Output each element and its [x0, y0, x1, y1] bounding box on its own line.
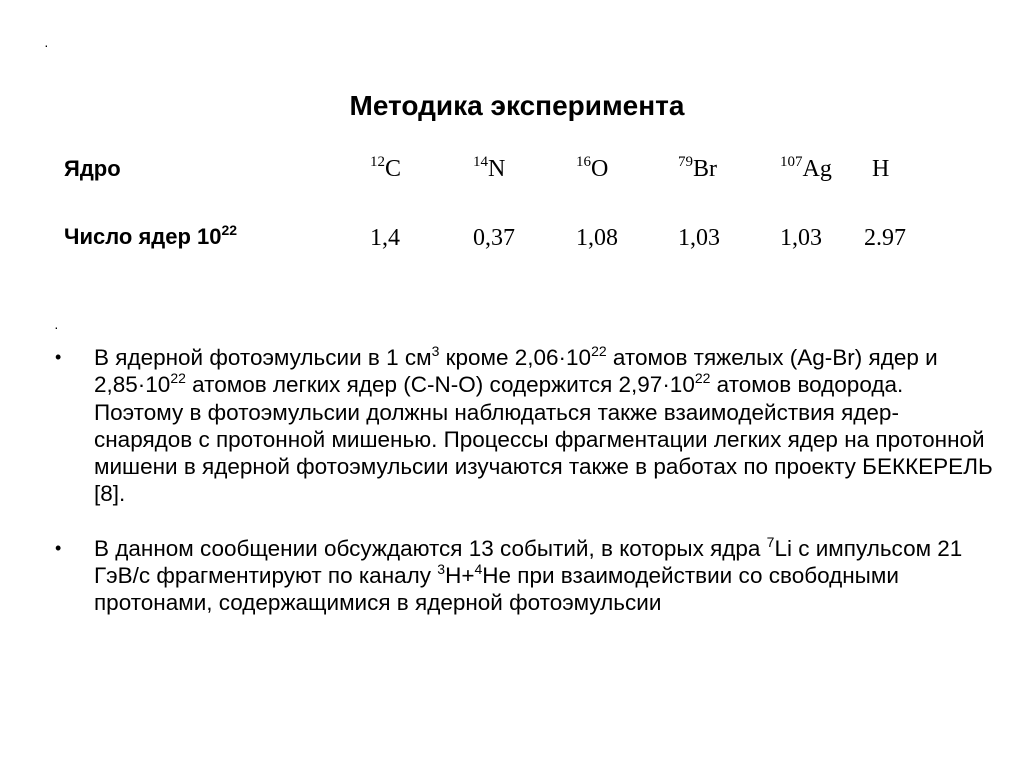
superscript: 3 — [437, 561, 446, 578]
bullet-text: атомов тяжелых (Ag-Br) ядер и 2,85·10 — [94, 345, 938, 398]
superscript: 22 — [694, 370, 711, 387]
superscript: 22 — [170, 370, 186, 387]
superscript: 4 — [474, 561, 483, 578]
nucleus-count: 0,37 — [473, 225, 515, 251]
bullet-marker: • — [55, 537, 62, 558]
mass-number: 12 — [370, 154, 385, 170]
decorative-dot: · — [54, 319, 59, 335]
row-label-count-exponent: 22 — [221, 222, 238, 238]
nucleus-header — [678, 155, 717, 183]
bullet-text: атомов легких ядер (C-N-O) содержится 2,97·10 — [185, 372, 695, 398]
nucleus-header — [576, 155, 608, 183]
element-symbol: O — [591, 156, 609, 182]
bullet-item — [55, 535, 995, 617]
element-symbol: Ag — [802, 156, 832, 182]
bullet-text: В данном сообщении обсуждаются 13 событий, в которых ядра — [94, 535, 767, 561]
mass-number: 16 — [576, 154, 591, 170]
element-symbol: H — [872, 156, 890, 182]
mass-number: 79 — [678, 154, 693, 170]
slide-title: Методика эксперимента — [349, 89, 685, 121]
bullet-text: He при взаимодействии со свободными протонами, содержащимися в ядерной фотоэмульсии — [94, 563, 899, 616]
nucleus-header — [872, 155, 889, 183]
nucleus-count: 1,03 — [678, 225, 720, 251]
bullet-text: H+ — [445, 563, 475, 589]
element-symbol: C — [385, 156, 402, 182]
superscript: 22 — [591, 343, 607, 359]
nucleus-header — [780, 155, 832, 183]
mass-number: 107 — [780, 154, 803, 170]
decorative-dot: · — [44, 37, 49, 53]
element-symbol: Br — [693, 156, 717, 182]
superscript: 3 — [431, 343, 440, 359]
row-label-count-text: Число ядер 10 — [64, 224, 222, 249]
nucleus-count: 1,08 — [576, 225, 618, 251]
bullet-list — [55, 344, 995, 644]
nucleus-count: 1,03 — [780, 225, 822, 251]
bullet-text: В ядерной фотоэмульсии в 1 см — [94, 345, 432, 370]
bullet-text: Li с импульсом 21 ГэВ/с фрагментируют по каналу — [94, 535, 963, 589]
nucleus-header — [370, 155, 401, 183]
bullet-marker: • — [55, 347, 62, 367]
row-label-count — [64, 224, 237, 250]
bullet-item — [55, 344, 995, 508]
bullet-text: атомов водорода. Поэтому в фотоэмульсии должны наблюдаться также взаимодействия ядер-снарядов с протонной мишенью. Процессы фрагментации легких ядер на протонной мишени в ядерной фотоэмульсии изучаются также в работах по проекту БЕККЕРЕЛЬ [8]. — [94, 372, 993, 507]
superscript: 7 — [766, 533, 775, 550]
mass-number: 14 — [473, 154, 488, 170]
row-label-nucleus: Ядро — [64, 156, 121, 181]
element-symbol: N — [488, 156, 506, 182]
nucleus-count: 2.97 — [864, 225, 906, 251]
nucleus-count: 1,4 — [370, 225, 400, 251]
nucleus-header — [473, 155, 505, 183]
bullet-text: кроме 2,06·10 — [439, 345, 592, 370]
